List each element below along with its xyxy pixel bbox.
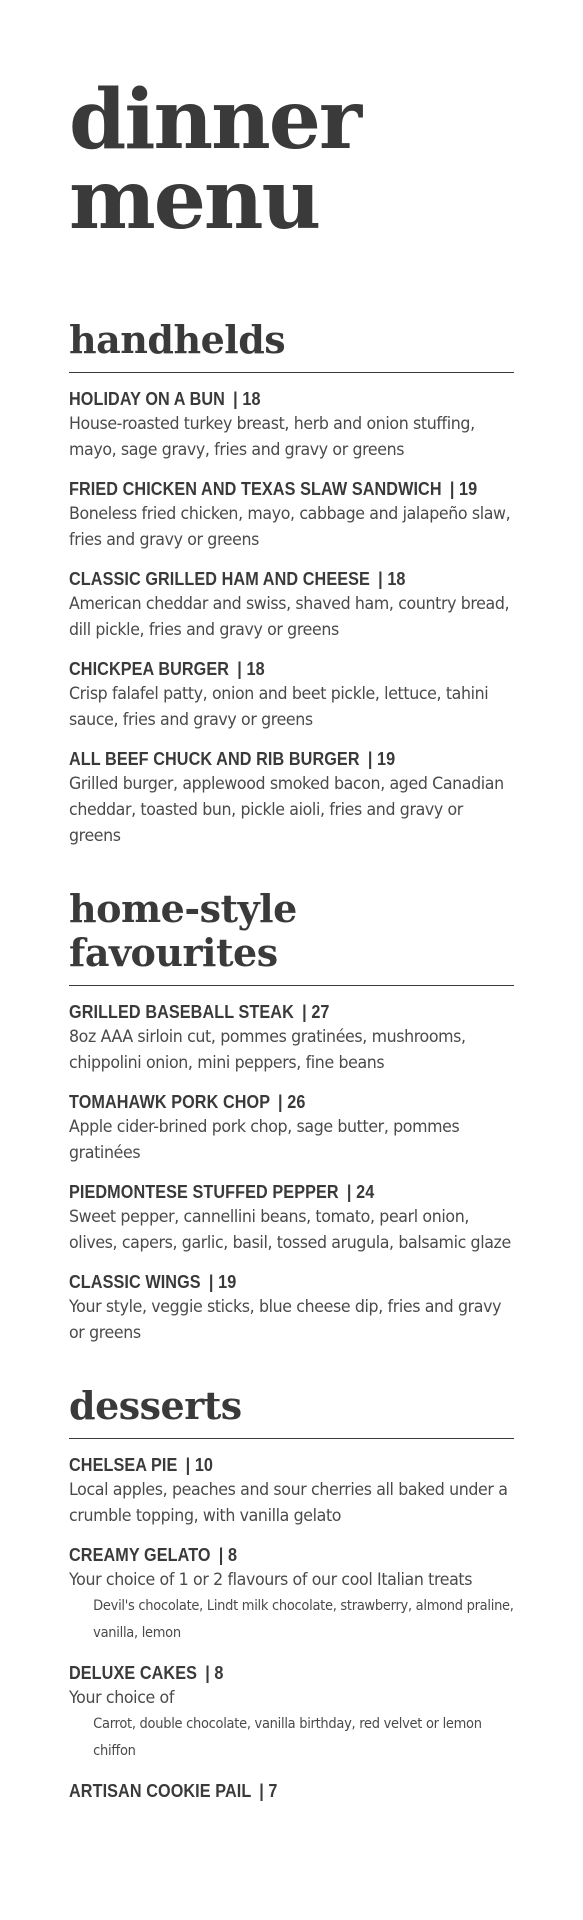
- menu-title: [69, 72, 514, 248]
- item-name-line: [69, 1180, 470, 1204]
- item-name: PIEDMONTESE STUFFED PEPPER: [69, 1182, 339, 1202]
- menu-item: [69, 477, 514, 553]
- item-description: House-roasted turkey breast, herb and onion stuffing, mayo, sage gravy, fries and gravy or greens: [69, 414, 475, 460]
- item-description: Boneless fried chicken, mayo, cabbage and jalapeño slaw, fries and gravy or greens: [69, 504, 511, 550]
- item-name-line: [69, 747, 470, 771]
- item-description: Sweet pepper, cannellini beans, tomato, pearl onion, olives, capers, garlic, basil, tossed arugula, balsamic glaze: [69, 1207, 511, 1253]
- item-price: | 19: [367, 749, 396, 769]
- item-price: | 24: [346, 1182, 375, 1202]
- section-handhelds: [69, 318, 514, 849]
- item-description: 8oz AAA sirloin cut, pommes gratinées, mushrooms, chippolini onion, mini peppers, fine beans: [69, 1027, 466, 1073]
- menu-item: [69, 1453, 514, 1529]
- item-price: | 10: [185, 1455, 214, 1475]
- menu-title-line1: dinner: [69, 72, 361, 168]
- item-price: | 8: [205, 1663, 224, 1683]
- item-description: Your style, veggie sticks, blue cheese dip, fries and gravy or greens: [69, 1297, 502, 1343]
- item-description: Grilled burger, applewood smoked bacon, aged Canadian cheddar, toasted bun, pickle aioli, fries and gravy or greens: [69, 774, 504, 846]
- item-name-line: [69, 657, 470, 681]
- menu-item: [69, 567, 514, 643]
- item-price: | 18: [237, 659, 265, 679]
- item-price: | 27: [302, 1002, 330, 1022]
- item-name: CLASSIC WINGS: [69, 1272, 201, 1292]
- item-name: CREAMY GELATO: [69, 1545, 211, 1565]
- item-name-line: [69, 387, 470, 411]
- item-price: | 8: [218, 1545, 238, 1565]
- menu-item: [69, 1270, 514, 1346]
- section-title: handhelds: [69, 318, 514, 373]
- item-description: Crisp falafel patty, onion and beet pickle, lettuce, tahini sauce, fries and gravy or greens: [69, 684, 489, 730]
- item-description: Your choice of 1 or 2 flavours of our cool Italian treats: [69, 1570, 473, 1590]
- item-name: ARTISAN COOKIE PAIL: [69, 1781, 252, 1801]
- item-price: | 26: [278, 1092, 306, 1112]
- section-title: desserts: [69, 1384, 514, 1439]
- item-name-line: [69, 477, 478, 501]
- item-name: CHICKPEA BURGER: [69, 659, 230, 679]
- item-name: GRILLED BASEBALL STEAK: [69, 1002, 294, 1022]
- menu-title-line2: menu: [69, 152, 320, 248]
- item-price: | 19: [208, 1272, 237, 1292]
- item-name-line: [69, 567, 470, 591]
- section-desserts: [69, 1384, 514, 1803]
- item-description: Apple cider-brined pork chop, sage butter, pommes gratinées: [69, 1117, 460, 1163]
- section-home-style-favourites: [69, 887, 514, 1346]
- item-name: HOLIDAY ON A BUN: [69, 389, 225, 409]
- menu-item: [69, 1000, 514, 1076]
- section-title: home-style favourites: [69, 887, 514, 986]
- item-description: American cheddar and swiss, shaved ham, country bread, dill pickle, fries and gravy or greens: [69, 594, 510, 640]
- item-name-line: [69, 1453, 470, 1477]
- item-name: TOMAHAWK PORK CHOP: [69, 1092, 270, 1112]
- item-description: Your choice of: [69, 1688, 175, 1708]
- item-options: Devil's chocolate, Lindt milk chocolate, strawberry, almond praline, vanilla, lemon: [93, 1598, 514, 1641]
- item-name-line: [69, 1000, 470, 1024]
- menu-item: [69, 747, 514, 849]
- item-name-line: [69, 1661, 470, 1685]
- item-name-line: [69, 1090, 470, 1114]
- item-name: CLASSIC GRILLED HAM AND CHEESE: [69, 569, 370, 589]
- menu-item: [69, 1090, 514, 1166]
- menu-page: [69, 72, 514, 1803]
- item-name-line: [69, 1543, 470, 1567]
- item-name-line: [69, 1779, 470, 1803]
- item-options: Carrot, double chocolate, vanilla birthday, red velvet or lemon chiffon: [93, 1716, 482, 1759]
- menu-item: [69, 1180, 514, 1256]
- menu-item: [69, 387, 514, 463]
- item-price: | 7: [259, 1781, 278, 1801]
- menu-item: [69, 1543, 514, 1647]
- item-name: DELUXE CAKES: [69, 1663, 198, 1683]
- item-name: ALL BEEF CHUCK AND RIB BURGER: [69, 749, 360, 769]
- item-name: CHELSEA PIE: [69, 1455, 178, 1475]
- menu-item: [69, 1661, 514, 1765]
- item-name-line: [69, 1270, 470, 1294]
- menu-item: [69, 657, 514, 733]
- item-price: | 19: [449, 479, 478, 499]
- menu-item: [69, 1779, 514, 1803]
- item-description: Local apples, peaches and sour cherries all baked under a crumble topping, with vanilla gelato: [69, 1480, 508, 1526]
- item-price: | 18: [378, 569, 406, 589]
- item-price: | 18: [233, 389, 261, 409]
- item-name: FRIED CHICKEN AND TEXAS SLAW SANDWICH: [69, 479, 442, 499]
